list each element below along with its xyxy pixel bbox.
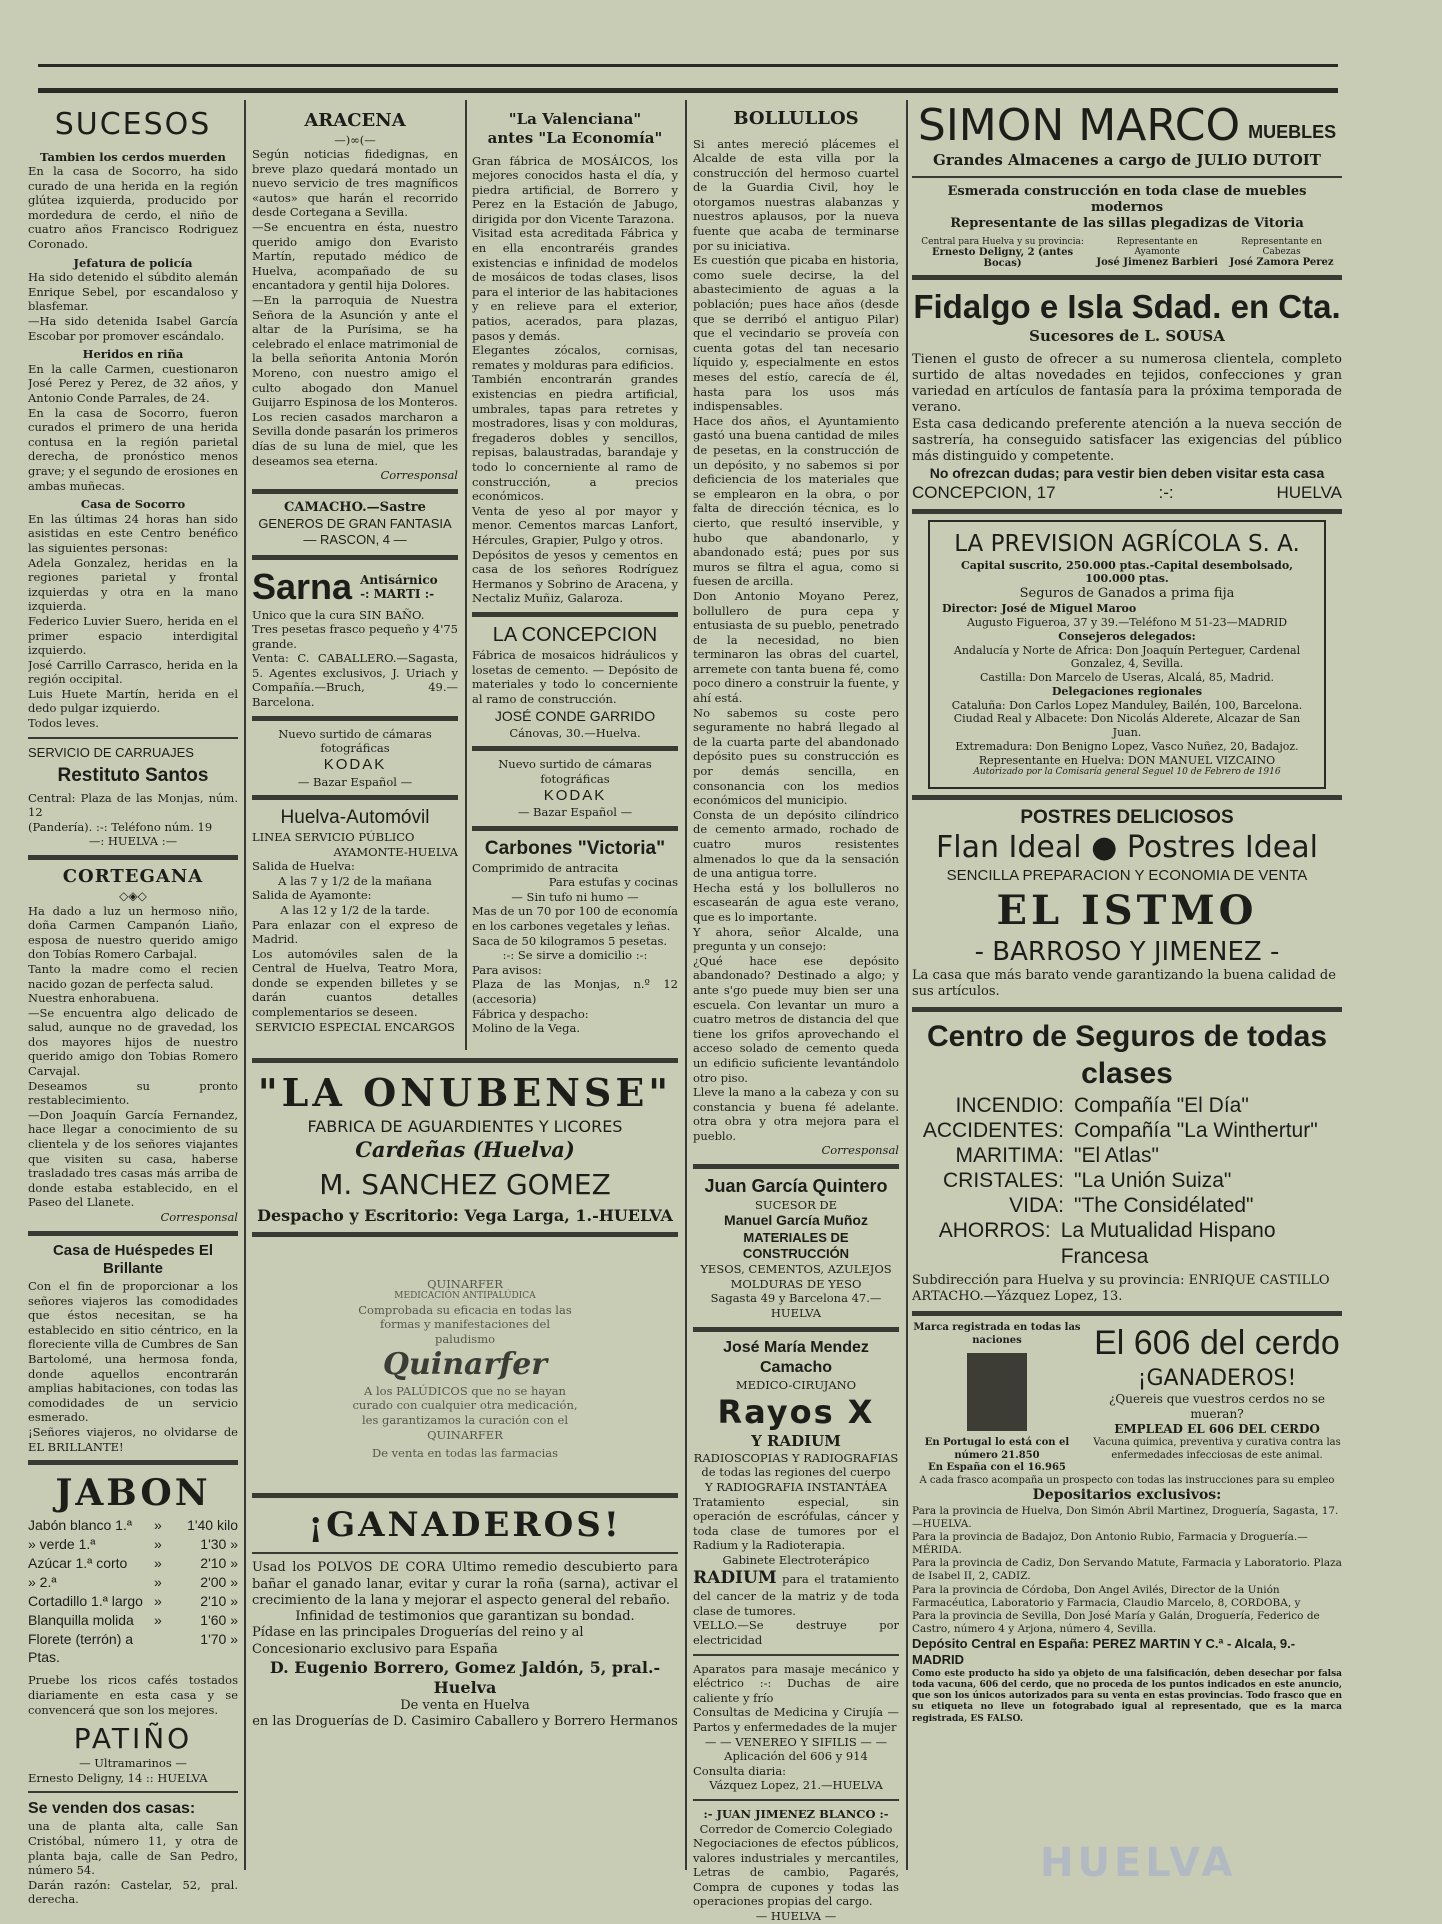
auto-line: Salida de Huelva: (252, 859, 355, 874)
list-item: Luis Huete Martín, herida en el dedo pulgar izquierdo. (28, 686, 238, 716)
carbones-line: Plaza de las Monjas, n.º 12 (accesoria) (472, 977, 678, 1006)
quintero-line: YESOS, CEMENTOS, AZULEJOS (700, 1262, 892, 1277)
news-paragraph: Elegantes zócalos, cornisas, remates y molduras para edificios. (472, 343, 678, 372)
fidalgo-addr: HUELVA (1276, 482, 1342, 502)
concepcion-addr: Cánovas, 30.—Huelva. (509, 725, 641, 740)
quintero-line: Manuel García Muñoz (724, 1212, 868, 1229)
news-paragraph: ¿Qué hace ese depósito abandonado? Destinado a algo; y ante s'go puede muy bien ser una escuela. Con levantar un muro a cuatro metros de distancia del que tiene los grifos aprovechando el acceso solado de cemento queda un edificio suficiente levantándolo otro piso. (693, 953, 899, 1085)
list-item: José Carrillo Carrasco, herida en la región occipital. (28, 657, 238, 687)
top-rule-thick (38, 88, 1338, 93)
news-paragraph: Y ahora, señor Alcalde, una pregunta y un consejo: (693, 924, 899, 954)
seguros-row (912, 1118, 1342, 1143)
news-paragraph: Ha dado a luz un hermoso niño, doña Carmen Campanón Liaño, esposa de nuestro querido amigo don Tobías Romero Carbajal. (28, 903, 238, 962)
cerdo-text: EMPLEAD EL 606 DEL CERDO (1114, 1422, 1320, 1437)
price-mark: » (154, 1592, 162, 1609)
kodak-name: KODAK (323, 755, 387, 773)
carbones-title: Carbones "Victoria" (484, 837, 666, 859)
ganaderos-text: Usad los POLVOS DE CORA Ultimo remedio descubierto para bañar el ganado lanar, evitar y curar la roña (sarna), activar el crecimiento de la lana y mejorar el aspecto general del rebaño. (252, 1560, 678, 1608)
sarna-side: -: MARTI :- (360, 586, 435, 601)
auto-line: LINEA SERVICIO PÚBLICO (252, 829, 415, 844)
aparatos-line: Aplicación del 606 y 914 (724, 1749, 868, 1764)
news-paragraph: Nuestra enhorabuena. (28, 991, 160, 1006)
rayos-sub: Y RADIUM (751, 1432, 841, 1451)
cerdo-central: Depósito Central en España: PEREZ MARTIN Y C.ª - Alcala, 9.-MADRID (912, 1636, 1296, 1668)
news-paragraph: Depósitos de yesos y cementos en casa de los señores Rodríguez Hermanos y Sobrino de Aracena, y Nectaliz Muñiz, Galaroza. (472, 547, 678, 606)
postres-line: POSTRES DELICIOSOS (1020, 806, 1234, 828)
news-paragraph: Darán razón: Castelar, 52, pral. derecha. (28, 1877, 238, 1907)
sarna-side: Antisárnico (360, 572, 438, 587)
section-heading: Tambien los cerdos muerden (40, 149, 226, 164)
column-3 (472, 100, 678, 1050)
radium-word: RADIUM (693, 1567, 777, 1588)
camacho-line: GENEROS DE GRAN FANTASIA (258, 516, 452, 531)
news-paragraph: Visitad esta acreditada Fábrica y en ella encontraréis grandes existencias e infinidad de modelos de mosáicos de todas clases, lisos para el interior de las habitaciones y en relieve para el exterior, patios, acerados, para plazas, pasos y demás. (472, 226, 678, 343)
patino-sub: — Ultramarinos — (79, 1756, 187, 1771)
quinarfer-ad (350, 1277, 580, 1461)
price-value: 1'30 » (200, 1536, 238, 1553)
news-paragraph: Venta: C. CABALLERO.—Sagasta, 5. Agentes exclusivos, J. Uriach y Compañía.—Bruch, 49.—Barcelona. (252, 651, 458, 710)
sarna-title: Sarna (252, 565, 353, 607)
carruajes-name: Restituto Santos (57, 764, 209, 786)
cerdo-sub: ¡GANADEROS! (1137, 1365, 1297, 1391)
quinarfer-line: De venta en todas las farmacias (371, 1446, 559, 1461)
auto-line: A las 7 y 1/2 de la mañana (278, 873, 432, 888)
fidalgo-text: No ofrezcan dudas; para vestir bien deben visitar esta casa (929, 465, 1325, 482)
istmo-text: La casa que más barato vende garantizando la buena calidad de sus artículos. (912, 968, 1336, 1000)
news-paragraph: Gran fábrica de MOSÁICOS, los mejores conocidos hasta el día, y piedra artificial, de Borrero y Perez en la Estación de Jabugo, dirigida por don Vicente Tarazona. (472, 153, 678, 226)
cerdo-text: Vacuna quimica, preventiva y curativa contra las enfermedades infecciosas de este animal. (1093, 1437, 1341, 1461)
carbones-line: Mas de un 70 por 100 de economía en los carbones vegetales y leñas. (472, 904, 678, 934)
carbones-line: Para avisos: (472, 962, 542, 977)
column-rule (244, 100, 246, 1870)
price-mark: » (154, 1573, 162, 1590)
column-4 (693, 100, 899, 1924)
blanco-line: Negociaciones de efectos públicos, valores industriales y mercantiles, Letras de cambio, Pagarés, Compra de cupones y todas las operaciones propias del cargo. (693, 1836, 899, 1909)
patino-addr: Ernesto Deligny, 14 :: HUELVA (28, 1770, 208, 1785)
carruajes-label: SERVICIO DE CARRUAJES (28, 744, 194, 760)
huespedes-title: Casa de Huéspedes El Brillante (52, 1241, 214, 1278)
cerdo-fine: Como este producto ha sido ya objeto de una falsificación, deben desechar por falsa toda vacuna, 606 del cerdo, que no proceda de los puntos indicados en este anuncio, que son los únicos autorizados para su venta en estas provincias. Todo frasco que en su etiqueta no lleve un fotograbado igual al representado, que es la marca registrada, ES FALSO. (912, 1668, 1342, 1724)
column-5 (912, 100, 1342, 1725)
signature: Corresponsal (160, 1210, 238, 1224)
news-paragraph: Los recien casados marcharon a Sevilla donde pasarán los primeros días de su luna de miel, que les deseamos sea eterna. (252, 409, 458, 468)
prevision-line: Capital suscrito, 250.000 ptas.-Capital desembolsado, 100.000 ptas. (960, 558, 1294, 586)
archive-watermark: HUELVA (1040, 1840, 1237, 1886)
price-item: Jabón blanco 1.ª (28, 1517, 133, 1534)
seguros-title: Centro de Seguros de todas clases (926, 1019, 1328, 1090)
prevision-line: Cataluña: Don Carlos Lopez Manduley, Bailén, 100, Barcelona. (951, 698, 1303, 712)
quinarfer-line: A los PALÚDICOS que no se hayan curado con cualquier otra medicación, les garantizamos la curación con el (352, 1383, 578, 1428)
prevision-line: Seguros de Ganados a prima fija (1019, 586, 1235, 601)
news-paragraph: Es cuestión que picaba en historia, como suele decirse, la del abastecimiento de aguas a la población; pues hace años (desde que se derribó el antiguo Pilar) que el vecindario se proveía con cuenta gotas del tan necesario líquido y, especialmente en estos meses del estío, carecía de él, hasta para los usos más indispensables. (693, 253, 899, 414)
news-paragraph: Deseamos su pronto restablecimiento. (28, 1078, 238, 1108)
news-paragraph: Según noticias fidedignas, en breve plazo quedará montado un nuevo servicio de tres magníficos «autos» que harán el recorrido desde Cortegana a Sevilla. (252, 147, 458, 220)
ganaderos-text: Pídase en las principales Droguerías del reino y al Concesionario exclusivo para España (252, 1625, 584, 1657)
simon-contact: Representante en Cabezas (1241, 236, 1323, 257)
price-value: 2'10 » (200, 1592, 238, 1609)
cerdo-reg: En España con el 16.965 (928, 1462, 1066, 1474)
news-paragraph: —Ha sido detenida Isabel García Escobar por promover escándalo. (28, 314, 238, 343)
cerdo-text: A cada frasco acompaña un prospecto con todas las instrucciones para su empleo (919, 1474, 1335, 1486)
simon-title: SIMON MARCO (917, 100, 1241, 151)
seguros-company: "La Unión Suiza" (1074, 1169, 1232, 1193)
price-item: » 2.ª (28, 1573, 57, 1590)
prevision-line: Consejeros delegados: (1058, 629, 1196, 643)
blanco-line: — HUELVA — (755, 1909, 837, 1924)
news-paragraph: Tres pesetas frasco pequeño y 4'75 grande. (252, 622, 458, 651)
fidalgo-sub: Sucesores de L. SOUSA (1029, 326, 1225, 345)
price-row (28, 1592, 238, 1611)
seguros-type: ACCIDENTES: (922, 1118, 1064, 1142)
prevision-line: Augusto Figueroa, 37 y 39.—Teléfono M 51-23—MADRID (966, 616, 1288, 629)
price-value: 1'60 » (200, 1611, 238, 1628)
price-row (28, 1630, 238, 1668)
aparatos-line: — — VENEREO Y SIFILIS — — (704, 1734, 888, 1749)
camacho-title: CAMACHO.—Sastre (284, 499, 426, 515)
quinarfer-line: Comprobada su eficacia en todas las formas y manifestaciones del paludismo (358, 1302, 572, 1346)
price-mark: » (154, 1611, 162, 1628)
price-mark: » (154, 1517, 162, 1534)
carbones-line: Comprimido de antracita (472, 860, 619, 875)
news-paragraph: En las últimas 24 horas han sido asistidas en este Centro benéfico las siguientes personas: (28, 511, 238, 555)
onubense-line: FABRICA DE AGUARDIENTES Y LICORES (307, 1116, 623, 1136)
price-row (28, 1535, 238, 1554)
carruajes-line: Central: Plaza de las Monjas, núm. 12 (28, 790, 238, 820)
postres-brand: Flan Ideal ● Postres Ideal (936, 830, 1318, 866)
news-paragraph: Don Antonio Moyano Perez, bollullero de pura cepa y entusiasta de su pueblo, penetrado de la necesidad, no bien terminaron las obras del cuartel, arremete con tanta buena fé, como poco dinero a construir la fuente, y ahí está. (693, 588, 899, 706)
seguros-row (912, 1168, 1342, 1193)
news-paragraph: Fábrica de mosaicos hidráulicos y losetas de cemento. — Depósito de materiales y todo lo concerniente al ramo de construcción. (472, 647, 678, 706)
aparatos-line: Consultas de Medicina y Cirujía — Partos y enfermedades de la mujer (693, 1705, 899, 1734)
quintero-line: SUCESOR DE (755, 1197, 837, 1212)
signature: Corresponsal (380, 468, 458, 483)
istmo-title: EL ISTMO (996, 886, 1258, 934)
news-paragraph: —Se encuentra algo delicado de salud, aunque no de gravedad, los dos mayores hijos de nuestro querido amigo don Tobias Romero Carvajal. (28, 1005, 238, 1079)
auto-line: AYAMONTE-HUELVA (333, 844, 458, 859)
ornament-icon: —)∞(— (334, 132, 376, 147)
seguros-row (912, 1093, 1342, 1118)
prevision-title: LA PREVISION AGRÍCOLA S. A. (954, 530, 1300, 557)
valenciana-title: "La Valenciana" (508, 110, 642, 128)
quintero-line: MATERIALES DE CONSTRUCCIÓN (742, 1229, 850, 1261)
cerdo-dep-line: Para la provincia de Huelva, Don Simón Abril Martinez, Droguería, Sagasta, 17.—HUELVA. (912, 1504, 1339, 1530)
seguros-row (912, 1218, 1342, 1268)
rayos-line: Y RADIOGRAFIA INSTANTÁEA (705, 1480, 887, 1495)
aparatos-line: Aparatos para masaje mecánico y eléctrico :-: Duchas de aire caliente y frío (693, 1661, 899, 1705)
simon-line: Representante de las sillas plegadizas de Vitoria (950, 216, 1304, 232)
carbones-line: Fábrica y despacho: (472, 1006, 589, 1021)
simon-contact: Ernesto Deligny, 2 (antes Bocas) (931, 246, 1074, 269)
cerdo-dep-line: Para la provincia de Córdoba, Don Angel Avilés, Director de la Unión Farmacéutica, Laboratorio y Farmacia, Claudio Marcelo, 8, CORDOBA, y (912, 1583, 1301, 1609)
ganaderos-text: en las Droguerías de D. Casimiro Caballero y Borrero Hermanos (252, 1714, 678, 1730)
blanco-line: Corredor de Comercio Colegiado (699, 1821, 893, 1836)
prevision-line: Autorizado por la Comisaría general Seguel 10 de Febrero de 1916 (973, 767, 1281, 778)
news-paragraph: Hace dos años, el Ayuntamiento gastó una buena cantidad de miles de pesetas, en la construcción de un depósito, y no sabemos si por deficiencia de los materiales que se emplearon en la obra, o por falta de dirección técnica, es lo cierto, que resultó inservible, y hubo que abandonarlo, y abandonado está; pues por sus muros se filtra el agua, como si fuesen de arcilla. (693, 413, 899, 589)
kodak-sub: — Bazar Español — (517, 805, 633, 820)
concepcion-title: LA CONCEPCION (492, 623, 658, 646)
section-heading: Casa de Socorro (80, 497, 186, 512)
signature: Corresponsal (821, 1143, 899, 1158)
ornament-icon: ◇◈◇ (119, 888, 147, 903)
pig-trademark-image (967, 1353, 1027, 1431)
auto-title: Huelva-Automóvil (280, 807, 430, 829)
cortegana-title: CORTEGANA (62, 866, 204, 888)
news-paragraph: En la calle Carmen, cuestionaron José Perez y Perez, de 32 años, y Antonio Conde Parrales, de 24. (28, 361, 238, 405)
fidalgo-addr: :-: (1158, 482, 1174, 502)
news-paragraph: No sabemos su coste pero seguramente no habrá llegado al de la cuarta parte del abandonado depósito pues su construcción es por demás sencilla, en consonancia con los medios económicos del municipio. (693, 705, 899, 808)
simon-contact: Central para Huelva y su provincia: (921, 236, 1084, 247)
seguros-row (912, 1193, 1342, 1218)
istmo-sub: - BARROSO Y JIMENEZ - (974, 936, 1280, 967)
news-paragraph: Pruebe los ricos cafés tostados diariamente en esta casa y se convencerá que son los mejores. (28, 1673, 238, 1717)
news-paragraph: Venta de yeso al por mayor y menor. Cementos marcas Lanfort, Hércules, Grapier, Pulgo y otros. (472, 503, 678, 547)
onubense-name: M. SANCHEZ GOMEZ (319, 1167, 611, 1201)
quinarfer-line: QUINARFER (427, 1276, 503, 1291)
radium-line: VELLO.—Se destruye por electricidad (693, 1618, 899, 1647)
ganaderos-text: Infinidad de testimonios que garantizan su bondad. (295, 1609, 635, 1625)
price-item: Florete (terrón) a Ptas. (28, 1630, 134, 1666)
column-rule (906, 100, 908, 1870)
section-heading: Heridos en riña (82, 347, 184, 362)
cerdo-text: ¿Quereis que vuestros cerdos no se mueran? (1108, 1392, 1326, 1422)
seguros-list (912, 1093, 1342, 1269)
quinarfer-line: QUINARFER (427, 1427, 503, 1442)
jabon-title: JABON (55, 1472, 211, 1515)
auto-line: A las 12 y 1/2 de la tarde. (280, 902, 430, 917)
simon-contact: José Jimenez Barbieri (1096, 256, 1218, 268)
prevision-line: Representante en Huelva: DON MANUEL VIZCAINO (978, 753, 1276, 767)
rayos-line: Tratamiento especial, sin operación de escrófulas, cáncer y toda clase de tumores por el Radium y la Radioterapia. (693, 1494, 899, 1553)
news-paragraph: Hecha está y los bollulleros no escasearán de agua este verano, que es lo importante. (693, 880, 899, 924)
auto-line: Los automóviles salen de la Central de Huelva, Teatro Mora, donde se expenden billetes y se darán cuantos detalles complementarios se deseen. (252, 946, 458, 1020)
news-paragraph: Ha sido detenido el súbdito alemán Enrique Sebel, por escandaloso y blasfemar. (28, 270, 238, 314)
seguros-row (912, 1143, 1342, 1168)
fidalgo-title: Fidalgo e Isla Sdad. en Cta. (913, 287, 1341, 325)
seguros-company: "El Atlas" (1074, 1143, 1159, 1167)
simon-line: Esmerada construcción en toda clase de muebles modernos (947, 183, 1307, 215)
carbones-line: Para estufas y cocinas (548, 875, 678, 890)
bollullos-title: BOLLULLOS (733, 108, 859, 129)
fidalgo-text: Esta casa dedicando preferente atención a la nueva sección de sastrería, ha conseguido satisfacer las exigencias del público más distinguido y competente. (912, 416, 1342, 464)
prevision-line: Ciudad Real y Albacete: Don Nicolás Alderete, Alcazar de San Juan. (953, 712, 1301, 739)
carbones-line: Molino de la Vega. (472, 1021, 580, 1036)
seguros-type: MARITIMA: (955, 1143, 1064, 1167)
seguros-company: Compañía "El Día" (1074, 1093, 1249, 1117)
quintero-line: MOLDURAS DE YESO (730, 1276, 862, 1291)
carbones-line: — Sin tufo ni humo — (511, 889, 639, 904)
postres-line: SENCILLA PREPARACION Y ECONOMIA DE VENTA (946, 866, 1308, 884)
patino-title: PATIÑO (73, 1722, 193, 1756)
simon-contact: Representante en Ayamonte (1116, 236, 1198, 257)
news-paragraph: También encontrarán grandes existencias en piedra artificial, umbrales, tapas para retretes y mostradores, lisas y con molduras, fregaderos dobles y sencillos, repisas, balaustradas, barandaje y todo lo concerniente al ramo de construcción, a precios económicos. (472, 372, 678, 504)
simon-line: Grandes Almacenes a cargo de JULIO DUTOIT (933, 151, 1321, 169)
prevision-box (928, 520, 1326, 789)
kodak-name: KODAK (543, 786, 607, 804)
seguros-foot: Subdirección para Huelva y su provincia: ENRIQUE CASTILLO ARTACHO.—Yázquez Lopez, 13. (912, 1272, 1330, 1305)
carbones-line: :-: Se sirve a domicilio :-: (502, 948, 648, 963)
price-value: 1'40 kilo (187, 1517, 238, 1534)
prevision-line: Extremadura: Don Benigno Lopez, Vasco Nuñez, 20, Badajoz. (955, 739, 1299, 753)
quintero-name: Juan García Quintero (704, 1176, 888, 1197)
venden-title: Se venden dos casas: (28, 1800, 196, 1818)
camacho-addr: — RASCON, 4 — (303, 532, 407, 548)
price-row (28, 1611, 238, 1630)
carruajes-line: (Pandería). :-: Teléfono núm. 19 (28, 819, 213, 834)
rayos-title: Rayos X (717, 1393, 875, 1432)
prevision-line: Delegaciones regionales (1051, 684, 1203, 698)
quinarfer-line: MEDICACIÓN ANTIPALÚDICA (394, 1291, 536, 1302)
carruajes-line: —: HUELVA :— (88, 834, 178, 849)
news-paragraph: Si antes mereció plácemes el Alcalde de esta villa por la construcción del hermoso cuartel de la Guardia Civil, hoy le otorgamos nuestras alabanzas y nuestros aplausos, por la nueva fuente que acaba de terminarse por su iniciativa. (693, 136, 899, 253)
price-value: 1'70 » (200, 1630, 238, 1647)
seguros-company: La Mutualidad Hispano Francesa (1060, 1219, 1276, 1268)
aparatos-line: Consulta diaria: (693, 1763, 787, 1778)
blanco-name: :- JUAN JIMENEZ BLANCO :- (703, 1806, 889, 1821)
ganaderos-title: ¡GANADEROS! (308, 1504, 622, 1545)
mendez-sub: MEDICO-CIRUJANO (735, 1377, 857, 1392)
concepcion-name: JOSÉ CONDE GARRIDO (494, 708, 656, 725)
cerdo-dep: Depositarios exclusivos: (1032, 1487, 1222, 1504)
kodak-line: Nuevo surtido de cámaras fotográficas (498, 757, 652, 786)
rayos-line: RADIOSCOPIAS Y RADIOGRAFIAS de todas las regiones del cuerpo (693, 1450, 899, 1480)
quinarfer-brand: Quinarfer (382, 1347, 548, 1383)
section-heading: Jefatura de policía (73, 255, 193, 270)
column-rule (685, 100, 687, 1870)
quintero-line: Sagasta 49 y Barcelona 47.—HUELVA (710, 1291, 882, 1320)
kodak-line: Nuevo surtido de cámaras fotográficas (278, 726, 432, 756)
auto-line: Salida de Ayamonte: (252, 888, 372, 903)
price-table (28, 1516, 238, 1667)
price-mark (154, 1630, 168, 1668)
news-paragraph: —En la parroquia de Nuestra Señora de la Asunción y ante el altar de la Purísima, se ha celebrado el enlace matrimonial de la bella señorita Antonia Morón Moreno, con nuestro amigo el culto abogado don Manuel Guijarro Espinosa de los Monteros. (252, 293, 458, 410)
aracena-title: ARACENA (304, 110, 406, 131)
onubense-line: Cardeñas (Huelva) (355, 1136, 575, 1162)
list-item: Federico Luvier Suero, herida en el primer espacio interdigital izquierdo. (28, 613, 238, 658)
ganaderos-text: De venta en Huelva (400, 1697, 530, 1713)
column-2 (252, 100, 458, 1045)
cerdo-dep-line: Para la provincia de Sevilla, Don José María y Galán, Droguería, Federico de Castro, número 4 y Arjona, número 4, Sevilla. (912, 1609, 1320, 1635)
ganaderos-text: D. Eugenio Borrero, Gomez Jaldón, 5, pral.-Huelva (269, 1657, 661, 1697)
price-item: Blanquilla molida (28, 1611, 134, 1628)
seguros-company: Compañía "La Winthertur" (1074, 1118, 1318, 1142)
prevision-line: Andalucía y Norte de Africa: Don Joaquín Perteguer, Cardenal Gonzalez, 4, Sevilla. (953, 643, 1301, 671)
seguros-type: VIDA: (1009, 1194, 1064, 1218)
news-paragraph: En la casa de Socorro, fueron curados el primero de una herida contusa en la región parietal derecha, de pronóstico menos grave; y el segundo de erosiones en ambas muñecas. (28, 405, 238, 493)
onubense-addr: Despacho y Escritorio: Vega Larga, 1.-HUELVA (257, 1205, 673, 1225)
aparatos-line: Vázquez Lopez, 21.—HUELVA (709, 1778, 883, 1793)
news-paragraph: Consta de un depósito cilíndrico de cemento armado, rochado de cuatro muros resistentes almenados lo que da la sensación de una antigua torre. (693, 807, 899, 881)
auto-line: Para enlazar con el expreso de Madrid. (252, 917, 458, 947)
kodak-sub: — Bazar Español — (297, 774, 413, 789)
price-row (28, 1554, 238, 1573)
news-paragraph: En la casa de Socorro, ha sido curado de una herida en la región glútea izquierda, producido por mordedura de cerdo, el niño de cuatro años Francisco Rodriguez Coronado. (28, 164, 238, 252)
cerdo-mark: Marca registrada en todas las naciones (913, 1322, 1081, 1346)
simon-side: MUEBLES (1248, 122, 1337, 142)
column-rule (465, 100, 467, 1050)
mid-ads (252, 1058, 678, 1730)
fidalgo-addr: CONCEPCION, 17 (912, 482, 1056, 502)
price-value: 2'10 » (200, 1555, 238, 1571)
price-row (28, 1573, 238, 1592)
top-rule (38, 64, 1338, 67)
prevision-line: Director: José de Miguel Maroo (942, 602, 1137, 616)
cerdo-dep-line: Para la provincia de Badajoz, Don Antonio Rubio, Farmacia y Droguería.—MÉRIDA. (912, 1531, 1308, 1557)
price-row (28, 1516, 238, 1535)
price-mark: » (154, 1555, 162, 1571)
price-item: Cortadillo 1.ª largo (28, 1592, 143, 1609)
news-paragraph: —Se encuentra en ésta, nuestro querido amigo don Evaristo Martín, reputado médico de Huelva, acompañado de su encantadora y gentil hija Dolores. (252, 220, 458, 293)
price-item: » verde 1.ª (28, 1536, 96, 1553)
news-paragraph: Lleve la mano a la cabeza y con su constancia y buena fé adelante. otra obra y otra mejora para el pueblo. (693, 1085, 899, 1143)
list-item: Adela Gonzalez, heridas en la regiones parietal y frontal izquierdas y otra en la mano izquierda. (28, 555, 238, 614)
auto-line: SERVICIO ESPECIAL ENCARGOS (255, 1019, 455, 1034)
news-paragraph: una de planta alta, calle San Cristóbal, número 11, y otra de planta baja, calle de San Pedro, número 54. (28, 1819, 238, 1878)
mendez-name: José María Mendez Camacho (723, 1338, 869, 1376)
news-paragraph: ¡Señores viajeros, no olvidarse de EL BRILLANTE! (28, 1425, 238, 1454)
carbones-line: Saca de 50 kilogramos 5 pesetas. (472, 933, 668, 948)
news-paragraph: Unico que la cura SIN BAÑO. (252, 607, 425, 622)
rayos-line: Gabinete Electroterápico (722, 1553, 870, 1568)
onubense-title: "LA ONUBENSE" (257, 1070, 673, 1115)
simon-contact: José Zamora Perez (1229, 256, 1334, 268)
seguros-company: "The Considélated" (1074, 1194, 1254, 1218)
cerdo-title: El 606 del cerdo (1094, 1324, 1340, 1363)
seguros-type: INCENDIO: (955, 1093, 1064, 1117)
sucesos-title: SUCESOS (54, 107, 212, 142)
seguros-type: CRISTALES: (943, 1169, 1064, 1193)
radium-line: para el tratamiento del cancer de la matriz y de toda clase de tumores. (693, 1571, 899, 1618)
price-mark: » (154, 1536, 162, 1553)
prevision-line: Castilla: Don Marcelo de Useras, Alcalá, 85, Madrid. (979, 671, 1275, 684)
seguros-type: AHORROS: (938, 1219, 1051, 1243)
price-value: 2'00 » (200, 1573, 238, 1590)
cerdo-reg: En Portugal lo está con el número 21.850 (924, 1437, 1070, 1461)
price-item: Azúcar 1.ª corto (28, 1555, 128, 1571)
news-paragraph: Tanto la madre como el recien nacido gozan de perfecta salud. (28, 961, 238, 991)
valenciana-subtitle: antes "La Economía" (487, 128, 663, 147)
cerdo-dep-line: Para la provincia de Cadiz, Don Servando Matute, Farmacia y Laboratorio. Plaza de Isabel II, 2, CADIZ. (912, 1557, 1342, 1583)
news-paragraph: —Don Joaquín García Fernandez, hace llegar a conocimiento de su clientela y de los señores viajantes que visiten su casa, haberse trasladado tres casas más arriba de donde estaba establecido, en el Paseo del Llanete. (28, 1107, 238, 1210)
news-paragraph: Con el fin de proporcionar a los señores viajeros las comodidades que éstos necesitan, se ha establecido en sitio céntrico, en la floreciente villa de Cumbres de San Bartolomé, una hermosa fonda, donde aquellos encontrarán amplias habitaciones, con todas las comodidades de un servicio esmerado. (28, 1279, 238, 1425)
fidalgo-text: Tienen el gusto de ofrecer a su numerosa clientela, completo surtido de altas novedades en tejidos, confecciones y gran variedad en artículos de fantasía para la próxima temporada de verano. (912, 351, 1342, 416)
list-item: Todos leves. (28, 716, 99, 731)
column-1 (28, 100, 238, 1907)
